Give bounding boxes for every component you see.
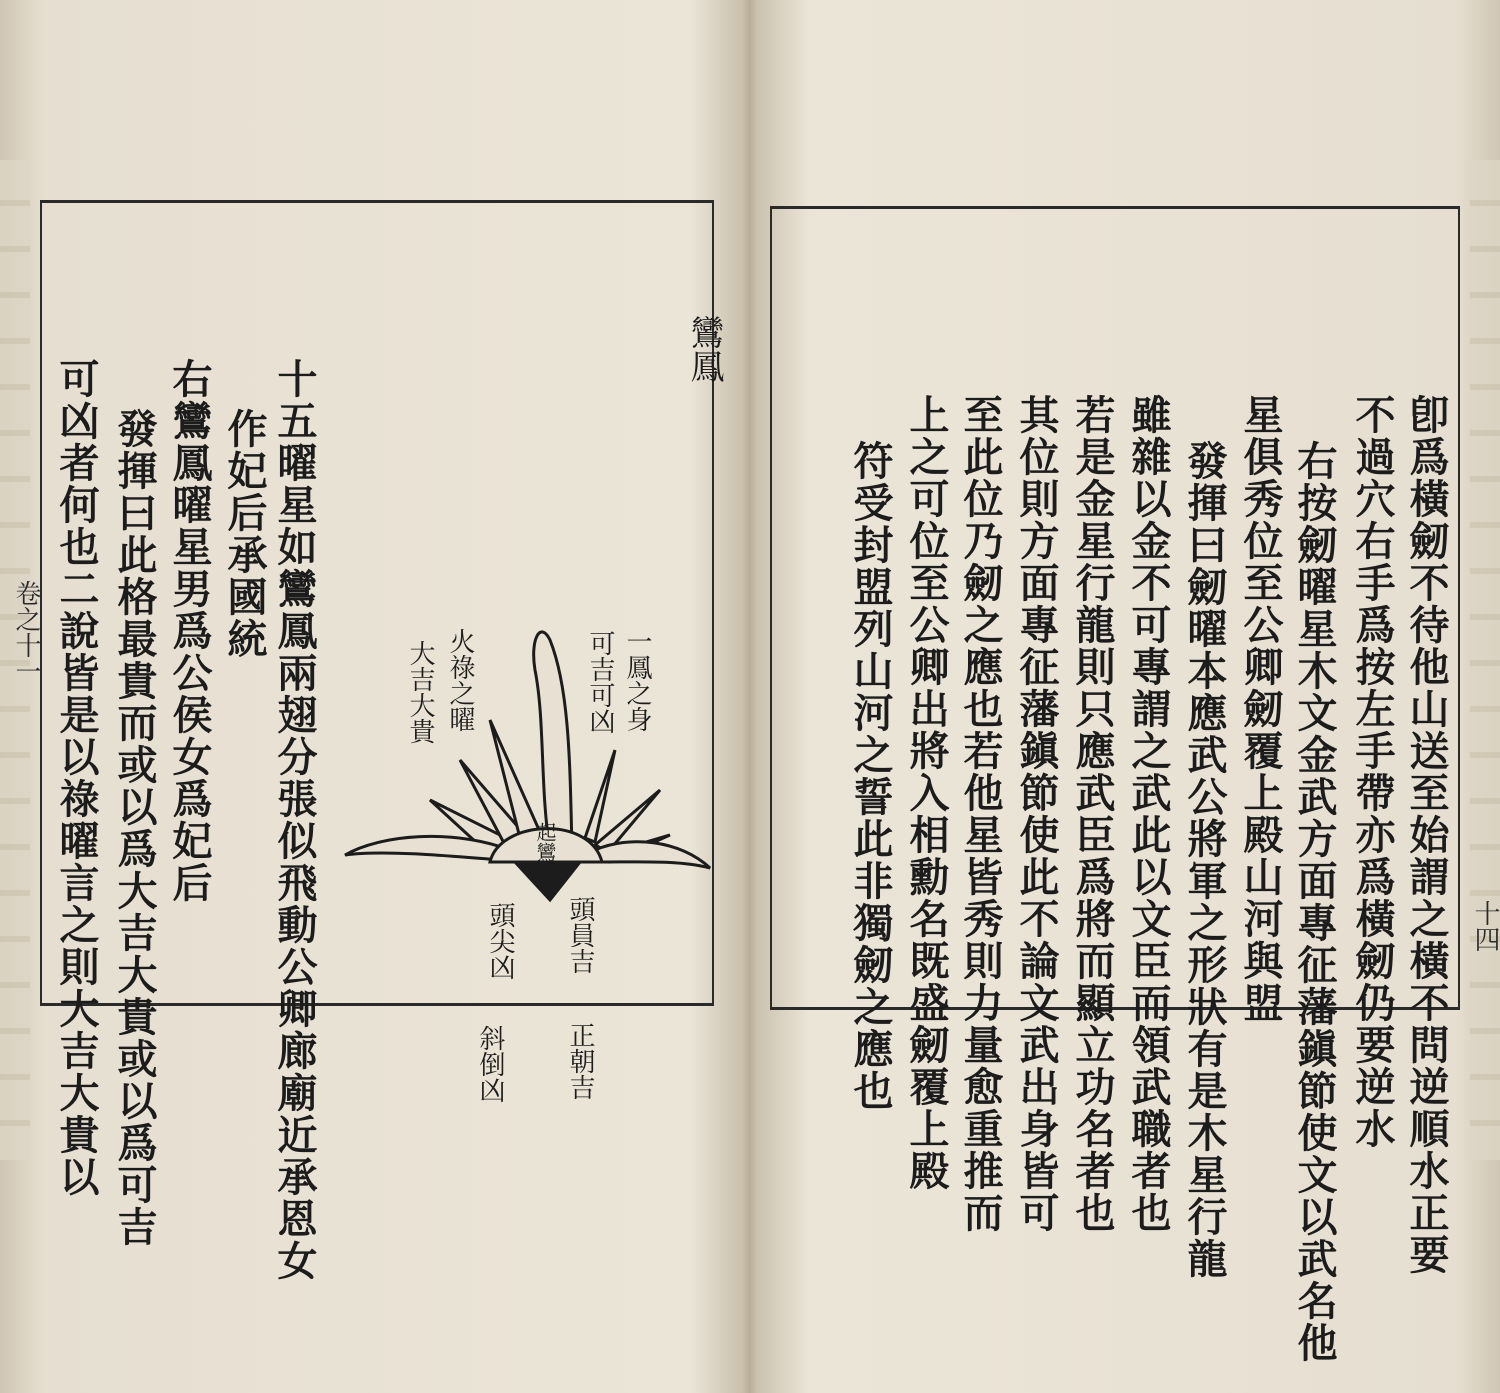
right-column-5: 發揮曰劒曜本應武公將軍之形狀有是木星行龍 xyxy=(1181,440,1228,1280)
left-column-3: 右鸞鳳曜星男爲公侯女爲妃后 xyxy=(166,358,213,904)
label-facing-slant: 斜倒凶 xyxy=(475,1025,505,1103)
right-column-11: 符受封盟列山河之誓此非獨劒之應也 xyxy=(847,440,894,1112)
left-folio: 卷之十一 xyxy=(11,580,41,684)
left-column-4: 發揮曰此格最貴而或以爲大吉大貴或以爲可吉 xyxy=(111,408,158,1248)
label-phoenix-body: 一鳳之身 xyxy=(622,628,652,732)
left-page xyxy=(0,0,748,1393)
spike-4 xyxy=(585,750,615,842)
left-column-1: 十五曜星如鸞鳳兩翅分張似飛動公卿廊廟近承恩女 xyxy=(271,358,318,1282)
label-phoenix-body-note: 可吉可凶 xyxy=(585,630,615,734)
right-column-1: 卽爲橫劒不待他山送至始謂之橫不問逆順水正要 xyxy=(1403,394,1450,1276)
right-wing xyxy=(595,842,710,868)
show-through-1: ⠀ xyxy=(350,320,391,347)
left-column-5: 可凶者何也二說皆是以祿曜言之則大吉大貴以 xyxy=(53,358,100,1198)
right-column-8: 其位則方面專征藩鎭節使此不論文武出身皆可 xyxy=(1013,394,1060,1234)
right-column-10: 上之可位至公卿出將入相勳名既盛劒覆上殿 xyxy=(903,394,950,1192)
label-head-pointed: 頭尖凶 xyxy=(485,902,515,980)
right-page xyxy=(752,0,1500,1393)
right-folio: 十四 xyxy=(1470,900,1500,952)
section-heading: 鸞鳳 xyxy=(684,315,724,383)
label-hub: 起鸞 xyxy=(533,822,557,862)
right-column-6: 雖雜以金不可專謂之武此以文臣而領武職者也 xyxy=(1125,394,1172,1234)
right-column-4: 星俱秀位至公卿劒覆上殿山河與盟 xyxy=(1237,394,1284,1024)
phoenix-diagram xyxy=(340,600,720,920)
tail xyxy=(515,862,580,900)
label-fire-star: 火祿之曜 xyxy=(445,628,475,732)
right-column-7: 若是金星行龍則只應武臣爲將而顯立功名者也 xyxy=(1069,394,1116,1234)
tall-plume xyxy=(534,632,572,850)
right-column-9: 至此位乃劒之應也若他星皆秀則力量愈重推而 xyxy=(957,394,1004,1234)
right-column-3: 右按劒曜星木文金武方面專征藩鎭節使文以武名他 xyxy=(1291,440,1338,1364)
label-head-round: 頭員吉 xyxy=(565,896,595,974)
right-outer-edge xyxy=(1470,160,1500,1160)
label-fire-star-note: 大吉大貴 xyxy=(405,640,435,744)
label-facing-straight: 正朝吉 xyxy=(565,1022,595,1100)
left-column-2: 作妃后承國統 xyxy=(221,408,268,660)
right-column-2: 不過穴右手爲按左手帶亦爲橫劒仍要逆水 xyxy=(1349,394,1396,1150)
